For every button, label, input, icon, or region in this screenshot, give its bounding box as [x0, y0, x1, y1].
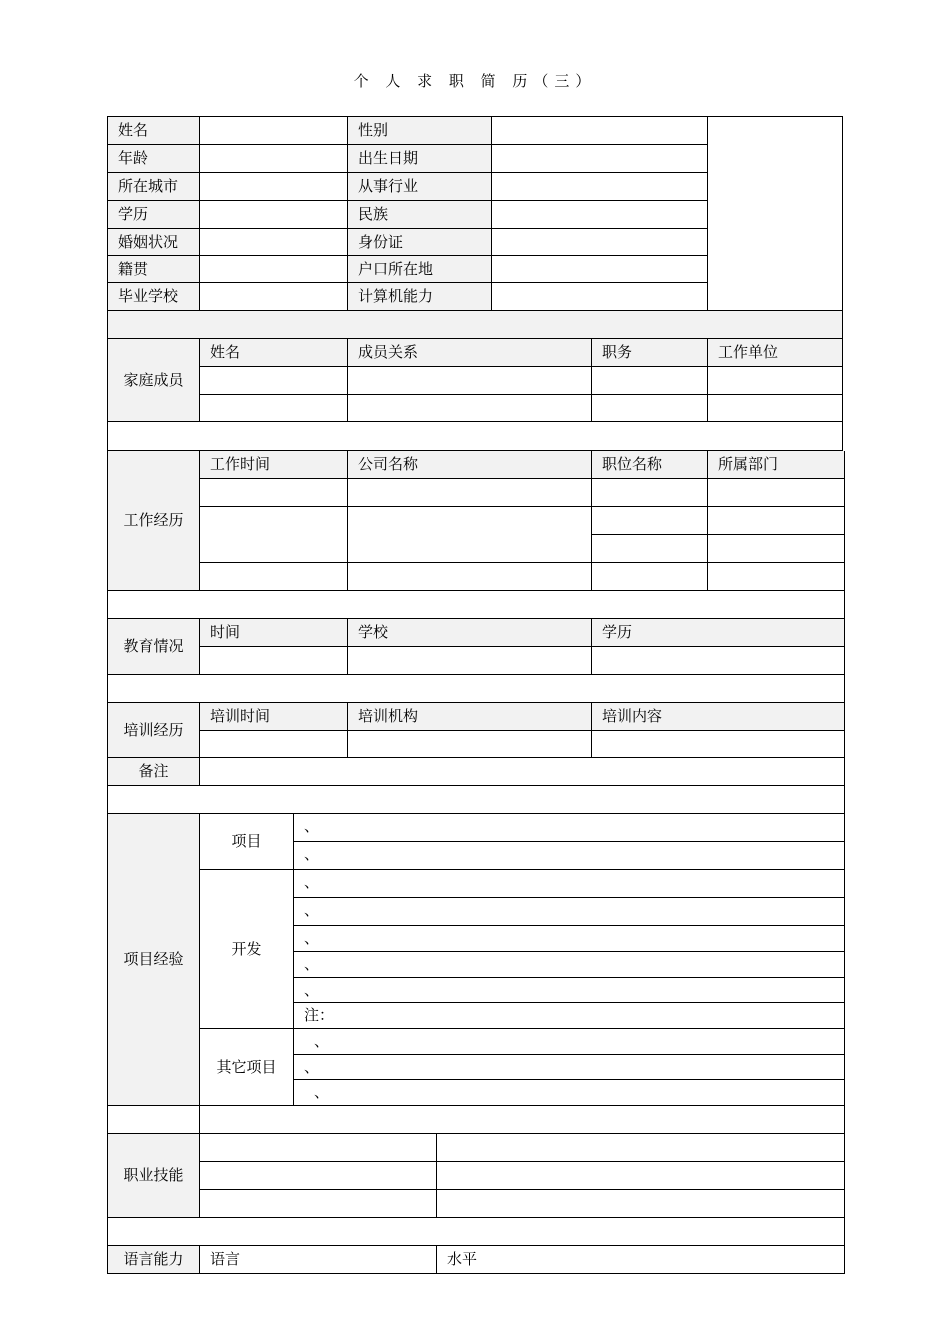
family-row-field[interactable] [708, 395, 843, 422]
family-row-field[interactable] [348, 395, 592, 422]
training-column-header: 培训时间 [200, 703, 348, 731]
work-row-field[interactable] [200, 563, 348, 591]
personal-label: 出生日期 [348, 145, 492, 173]
personal-label: 学历 [107, 201, 200, 229]
personal-value-field[interactable] [492, 229, 708, 256]
work-column-header: 公司名称 [348, 451, 592, 479]
work-section-label: 工作经历 [107, 451, 200, 591]
language-label: 语言 [200, 1246, 437, 1274]
work-row-field[interactable] [348, 507, 592, 563]
personal-value-field[interactable] [200, 229, 348, 256]
family-row-field[interactable] [592, 395, 708, 422]
family-column-header: 姓名 [200, 339, 348, 367]
blank-spacer-row [107, 311, 843, 339]
work-row-field[interactable] [708, 479, 845, 507]
education-column-header: 学历 [592, 619, 845, 647]
blank-spacer-row[interactable] [107, 1106, 200, 1134]
education-row-field[interactable] [592, 647, 845, 675]
family-row-field[interactable] [200, 367, 348, 395]
photo-area[interactable] [708, 116, 843, 311]
blank-spacer-row[interactable] [107, 675, 845, 703]
work-row-field[interactable] [592, 479, 708, 507]
personal-value-field[interactable] [200, 256, 348, 283]
personal-label: 姓名 [107, 116, 200, 145]
personal-label: 民族 [348, 201, 492, 229]
work-row-field[interactable] [592, 563, 708, 591]
personal-label: 户口所在地 [348, 256, 492, 283]
work-row-field[interactable] [708, 507, 845, 535]
language-level-label: 水平 [437, 1246, 845, 1274]
language-section-label: 语言能力 [107, 1246, 200, 1274]
work-column-header: 所属部门 [708, 451, 845, 479]
training-row-field[interactable] [592, 731, 845, 758]
personal-value-field[interactable] [492, 256, 708, 283]
blank-spacer-row[interactable] [200, 1106, 845, 1134]
training-column-header: 培训内容 [592, 703, 845, 731]
personal-label: 身份证 [348, 229, 492, 256]
family-column-header: 职务 [592, 339, 708, 367]
training-row-field[interactable] [200, 731, 348, 758]
blank-spacer-row[interactable] [107, 1218, 845, 1246]
blank-spacer-row[interactable] [107, 786, 845, 814]
document-title: 个 人 求 职 简 历（三） [353, 72, 597, 90]
project-item-label: 项目 [200, 814, 294, 870]
personal-value-field[interactable] [492, 201, 708, 229]
work-row-field[interactable] [708, 535, 845, 563]
project-entry-line[interactable]: 、 [294, 898, 845, 926]
personal-label: 婚姻状况 [107, 229, 200, 256]
project-entry-line[interactable]: 、 [294, 1080, 845, 1106]
work-row-field[interactable] [200, 507, 348, 563]
skill-field[interactable] [200, 1190, 437, 1218]
skill-field[interactable] [437, 1134, 845, 1162]
family-column-header: 工作单位 [708, 339, 843, 367]
work-row-field[interactable] [592, 507, 708, 535]
personal-value-field[interactable] [492, 116, 708, 145]
personal-label: 籍贯 [107, 256, 200, 283]
skill-field[interactable] [437, 1190, 845, 1218]
project-entry-line[interactable]: 、 [294, 870, 845, 898]
personal-value-field[interactable] [492, 283, 708, 311]
blank-spacer-row[interactable] [107, 422, 843, 451]
family-row-field[interactable] [348, 367, 592, 395]
project-dev-label: 开发 [200, 870, 294, 1029]
project-entry-line[interactable]: 、 [294, 926, 845, 952]
work-row-field[interactable] [348, 479, 592, 507]
skill-field[interactable] [200, 1162, 437, 1190]
project-note-line: 注： [294, 1003, 845, 1029]
family-row-field[interactable] [708, 367, 843, 395]
personal-label: 年龄 [107, 145, 200, 173]
personal-value-field[interactable] [200, 145, 348, 173]
family-row-field[interactable] [200, 395, 348, 422]
work-column-header: 工作时间 [200, 451, 348, 479]
work-row-field[interactable] [200, 479, 348, 507]
project-entry-line[interactable]: 、 [294, 814, 845, 842]
personal-label: 所在城市 [107, 173, 200, 201]
personal-label: 从事行业 [348, 173, 492, 201]
skill-field[interactable] [437, 1162, 845, 1190]
family-section-label: 家庭成员 [107, 339, 200, 422]
education-row-field[interactable] [200, 647, 348, 675]
personal-value-field[interactable] [200, 283, 348, 311]
personal-value-field[interactable] [200, 201, 348, 229]
personal-value-field[interactable] [492, 173, 708, 201]
project-entry-line[interactable]: 、 [294, 1055, 845, 1080]
work-row-field[interactable] [592, 535, 708, 563]
education-column-header: 学校 [348, 619, 592, 647]
skill-field[interactable] [200, 1134, 437, 1162]
work-row-field[interactable] [708, 563, 845, 591]
work-column-header: 职位名称 [592, 451, 708, 479]
education-column-header: 时间 [200, 619, 348, 647]
personal-label: 性别 [348, 116, 492, 145]
projects-section-label: 项目经验 [107, 814, 200, 1106]
project-entry-line[interactable]: 、 [294, 1029, 845, 1055]
training-section-label: 培训经历 [107, 703, 200, 758]
personal-value-field[interactable] [200, 116, 348, 145]
remarks-field[interactable] [200, 758, 845, 786]
personal-value-field[interactable] [492, 145, 708, 173]
project-entry-line[interactable]: 、 [294, 952, 845, 978]
project-other-label: 其它项目 [200, 1029, 294, 1106]
remarks-label: 备注 [107, 758, 200, 786]
family-row-field[interactable] [592, 367, 708, 395]
family-column-header: 成员关系 [348, 339, 592, 367]
project-entry-line[interactable]: 、 [294, 842, 845, 870]
training-row-field[interactable] [348, 731, 592, 758]
personal-label: 毕业学校 [107, 283, 200, 311]
education-row-field[interactable] [348, 647, 592, 675]
education-section-label: 教育情况 [107, 619, 200, 675]
personal-value-field[interactable] [200, 173, 348, 201]
project-entry-line[interactable]: 、 [294, 978, 845, 1003]
training-column-header: 培训机构 [348, 703, 592, 731]
personal-label: 计算机能力 [348, 283, 492, 311]
blank-spacer-row[interactable] [107, 591, 845, 619]
skills-section-label: 职业技能 [107, 1134, 200, 1218]
work-row-field[interactable] [348, 563, 592, 591]
